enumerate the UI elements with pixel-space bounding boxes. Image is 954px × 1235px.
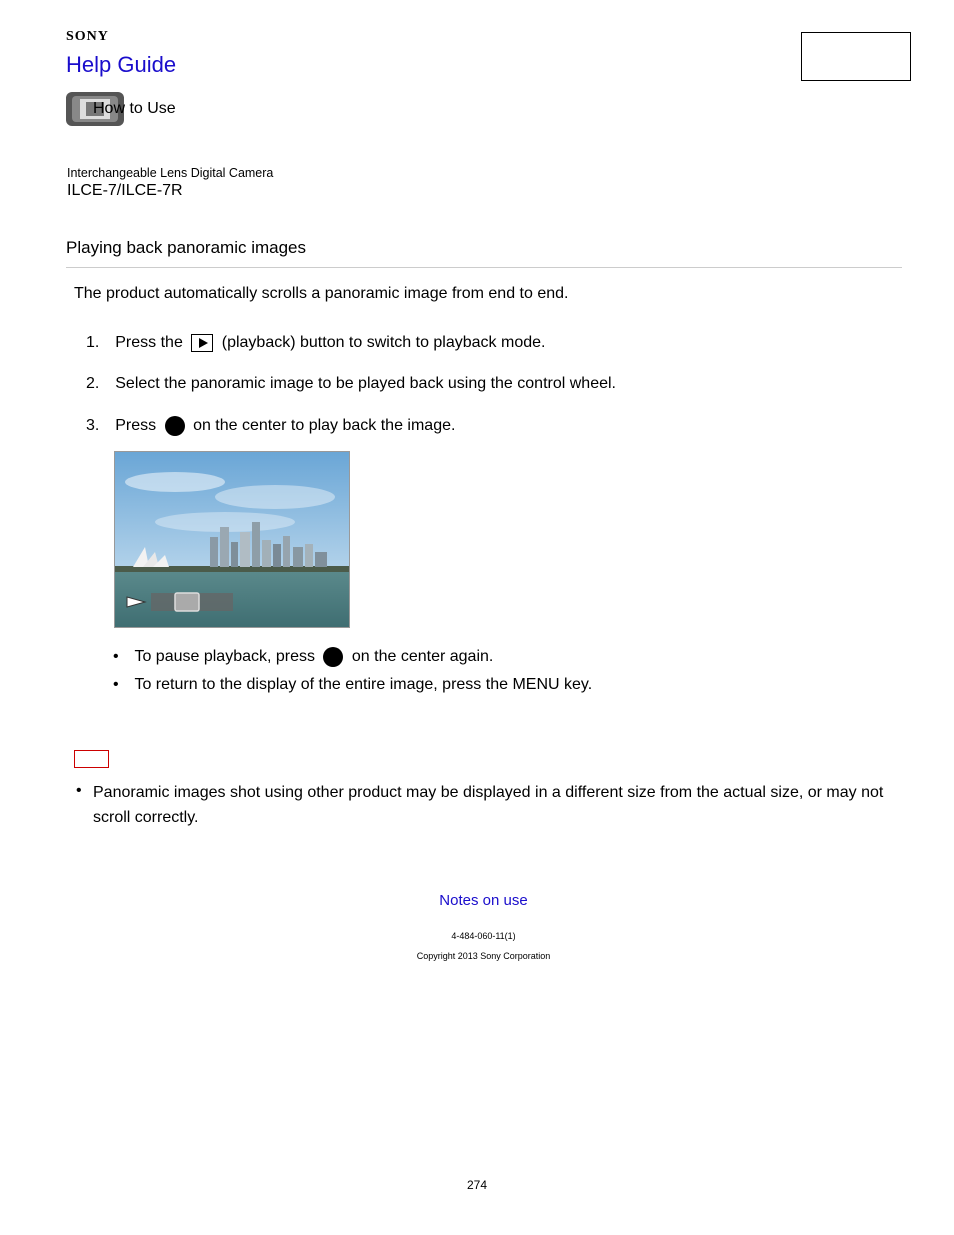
note-label-box bbox=[74, 750, 109, 768]
step-number: 3. bbox=[86, 417, 100, 435]
page-number: 274 bbox=[466, 1178, 488, 1192]
center-button-icon bbox=[165, 416, 185, 436]
note-text: Panoramic images shot using other product may be displayed in a different size from the actual size, or may not scroll correctly. bbox=[93, 784, 884, 826]
section-label: How to Use bbox=[93, 100, 176, 117]
notes-on-use-link[interactable]: Notes on use bbox=[439, 892, 528, 909]
step-3 bbox=[86, 416, 455, 436]
page-title: Playing back panoramic images bbox=[66, 238, 307, 257]
product-type: Interchangeable Lens Digital Camera bbox=[67, 166, 274, 180]
document-number: 4-484-060-11(1) bbox=[451, 931, 516, 941]
title-divider bbox=[66, 267, 902, 268]
bullet-text: To return to the display of the entire image, press the MENU key. bbox=[134, 676, 593, 693]
copyright: Copyright 2013 Sony Corporation bbox=[416, 951, 551, 961]
intro-text: The product automatically scrolls a panoramic image from end to end. bbox=[74, 285, 569, 302]
panorama-scene-illustration bbox=[115, 452, 349, 627]
play-icon bbox=[191, 334, 213, 352]
step-1 bbox=[86, 334, 545, 352]
panorama-playback-image bbox=[114, 451, 350, 628]
center-button-icon bbox=[323, 647, 343, 667]
step-2 bbox=[86, 375, 616, 393]
bullet-item: • To pause playback, press on the center again. bbox=[113, 648, 494, 666]
top-button-box[interactable] bbox=[801, 32, 911, 81]
step-text: Press the bbox=[115, 334, 183, 352]
bullet-text: To pause playback, press bbox=[134, 648, 315, 666]
sony-logo: SONY bbox=[66, 29, 109, 44]
bullet-text: on the center again. bbox=[351, 648, 494, 666]
note-bullet: • bbox=[76, 782, 82, 799]
step-number: 1. bbox=[86, 334, 100, 352]
bullet-item: • To return to the display of the entire image, press the MENU key. bbox=[113, 676, 593, 693]
help-guide-link[interactable]: Help Guide bbox=[66, 52, 177, 77]
step-number: 2. bbox=[86, 375, 100, 392]
product-model: ILCE-7/ILCE-7R bbox=[67, 182, 183, 199]
step-text: (playback) button to switch to playback mode. bbox=[221, 334, 546, 352]
step-text: on the center to play back the image. bbox=[193, 417, 456, 435]
step-text: Select the panoramic image to be played back using the control wheel. bbox=[115, 375, 616, 392]
step-text: Press bbox=[115, 417, 157, 435]
